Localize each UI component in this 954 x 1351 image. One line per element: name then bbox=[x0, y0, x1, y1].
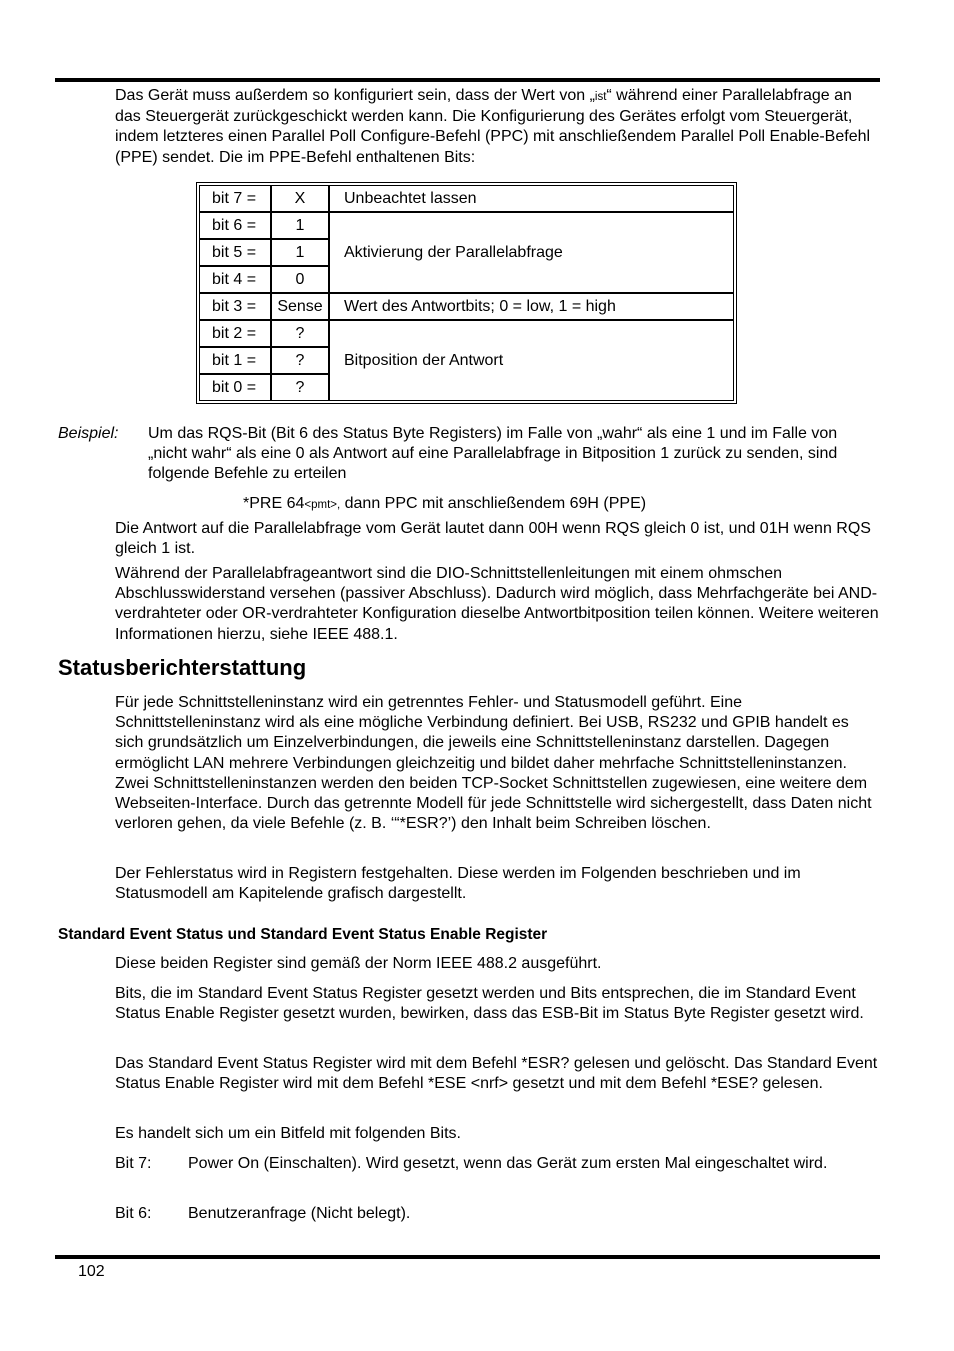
dio-paragraph: Während der Parallelabfrageantwort sind die DIO-Schnittstellenleitungen mit einem ohmschen Abschlusswiderstand versehen (passiver Abschluss). Dadurch wird möglich, dass Mehrfachgeräte bei AND-verdrahteter oder OR-verdrahteter Konfiguration dieselbe Antwortbitposition teilen können. Weitere weiteren Informationen hierzu, siehe IEEE 488.1. bbox=[115, 565, 879, 643]
example-text: Um das RQS-Bit (Bit 6 des Status Byte Registers) im Falle von „wahr“ als eine 1 und im Falle von „nicht wahr“ als eine 0 als Antwort auf eine Parallelabfrage in Bitposition 1 zurück zu senden, sind folgende Befehle zu erteilen bbox=[148, 425, 838, 483]
bit-value: ? bbox=[271, 320, 329, 347]
bit-item-text: Power On (Einschalten). Wird gesetzt, wenn das Gerät zum ersten Mal eingeschaltet wird. bbox=[188, 1155, 828, 1172]
intro-text-b: “ während einer Parallelabfrage an das Steuergerät zurückgeschickt werden kann. Die Konfigurierung des Gerätes erfolgt vom Steuergerät, indem letzteres einen Parallel Poll Configure-Befehl (PPC) mit anschließendem Parallel Poll Enable-Befehl (PPE) sendet. Die im PPE-Befehl enthaltenen Bits: bbox=[115, 87, 871, 166]
subsection-paragraph-4: Es handelt sich um ein Bitfeld mit folgenden Bits. bbox=[115, 1125, 461, 1142]
bit-value: 0 bbox=[271, 266, 329, 293]
bit-label: bit 4 = bbox=[199, 266, 271, 293]
bit-value: X bbox=[271, 185, 329, 212]
list-item bbox=[115, 1204, 880, 1224]
bit-item-text: Benutzeranfrage (Nicht belegt). bbox=[188, 1205, 411, 1222]
subsection-paragraph-2: Bits, die im Standard Event Status Register gesetzt werden und Bits entsprechen, die im Standard Event Status Enable Register gesetzt wurden, bewirken, dass das ESB-Bit im Status Byte Register gesetzt wird. bbox=[115, 985, 864, 1023]
bit-label: bit 5 = bbox=[199, 239, 271, 266]
table-row bbox=[199, 185, 734, 212]
table-row bbox=[199, 320, 734, 347]
command-pmt: <pmt>, bbox=[304, 499, 341, 511]
bit-value: ? bbox=[271, 347, 329, 374]
subsection-paragraph-1: Diese beiden Register sind gemäß der Norm IEEE 488.2 ausgeführt. bbox=[115, 955, 602, 972]
bit-label: bit 1 = bbox=[199, 347, 271, 374]
intro-text-a: Das Gerät muss außerdem so konfiguriert sein, dass der Wert von „ bbox=[115, 87, 595, 104]
example-command bbox=[243, 494, 646, 515]
bit-label: bit 7 = bbox=[199, 185, 271, 212]
ppe-bit-table bbox=[196, 182, 737, 404]
example-label: Beispiel: bbox=[58, 425, 119, 442]
list-item bbox=[115, 1154, 880, 1174]
section-paragraph-2: Der Fehlerstatus wird in Registern festgehalten. Diese werden im Folgenden beschrieben und im Statusmodell am Kapitelende grafisch dargestellt. bbox=[115, 865, 801, 903]
bit-value: Sense bbox=[271, 293, 329, 320]
bit-item-label: Bit 7: bbox=[115, 1155, 152, 1172]
subsection-paragraph-3: Das Standard Event Status Register wird mit dem Befehl *ESR? gelesen und gelöscht. Das Standard Event Status Enable Register wird mit dem Befehl *ESE <nrf> gesetzt und mit dem Befehl *ESE? gelesen. bbox=[115, 1055, 878, 1093]
table-row bbox=[199, 212, 734, 239]
answer-paragraph: Die Antwort auf die Parallelabfrage vom Gerät lautet dann 00H wenn RQS gleich 0 ist, und 01H wenn RQS gleich 1 ist. bbox=[115, 520, 871, 558]
bit-label: bit 2 = bbox=[199, 320, 271, 347]
header-rule bbox=[55, 78, 880, 82]
bit-description: Unbeachtet lassen bbox=[329, 185, 734, 212]
bit-label: bit 0 = bbox=[199, 374, 271, 401]
bit-item-label: Bit 6: bbox=[115, 1205, 152, 1222]
bit-value: ? bbox=[271, 374, 329, 401]
table-row bbox=[199, 293, 734, 320]
bit-description: Aktivierung der Parallelabfrage bbox=[329, 212, 734, 293]
section-heading: Statusberichterstattung bbox=[58, 655, 307, 680]
page-number: 102 bbox=[78, 1263, 105, 1280]
bit-description: Bitposition der Antwort bbox=[329, 320, 734, 401]
intro-ist-term: ist bbox=[594, 91, 607, 103]
subsection-heading: Standard Event Status und Standard Event Status Enable Register bbox=[58, 926, 548, 943]
bit-label: bit 3 = bbox=[199, 293, 271, 320]
intro-paragraph bbox=[115, 86, 880, 168]
bit-description: Wert des Antwortbits; 0 = low, 1 = high bbox=[329, 293, 734, 320]
bit-value: 1 bbox=[271, 212, 329, 239]
command-main: *PRE 64 bbox=[243, 495, 305, 512]
section-paragraph-1: Für jede Schnittstelleninstanz wird ein getrenntes Fehler- und Statusmodell geführt. Eine Schnittstelleninstanz wird als eine mögliche Verbindung definiert. Bei USB, RS232 und GPIB handelt es sich grundsätzlich um Einzelverbindungen, die jeweils eine Schnittstelleninstanz darstellen. Dagegen ermöglicht LAN mehrere Verbindungen gleichzeitig und bildet daher mehrfache Schnittstelleninstanzen. Zwei Schnittstelleninstanzen werden den beiden TCP-Socket Schnittstellen zugewiesen, eine weitere dem Webseiten-Interface. Durch das getrennte Modell für jede Schnittstelle wird sichergestellt, dass Daten nicht verloren gehen, da viele Befehle (z. B. ‘“*ESR?’) den Inhalt beim Schreiben löschen. bbox=[115, 694, 872, 833]
footer-rule bbox=[55, 1255, 880, 1259]
bit-value: 1 bbox=[271, 239, 329, 266]
bit-label: bit 6 = bbox=[199, 212, 271, 239]
command-rest: dann PPC mit anschließendem 69H (PPE) bbox=[340, 495, 647, 512]
